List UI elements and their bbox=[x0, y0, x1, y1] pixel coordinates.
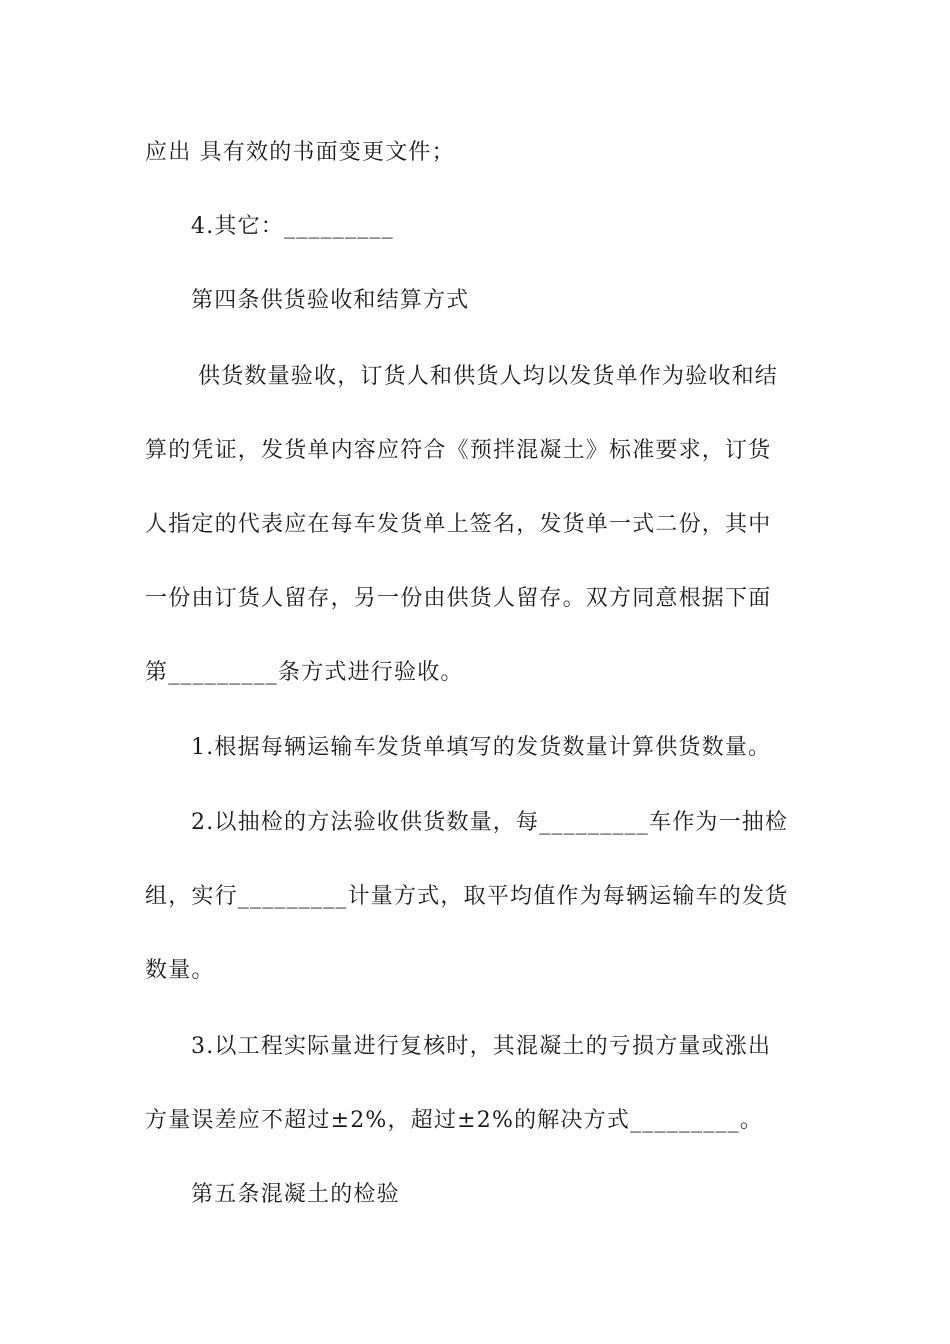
paragraph-line: 供货数量验收，订货人和供货人均以发货单作为验收和结 bbox=[198, 364, 779, 389]
paragraph-line: 方量误差应不超过±2%，超过±2%的解决方式_________。 bbox=[145, 1108, 764, 1133]
paragraph-line: 数量。 bbox=[145, 958, 215, 983]
paragraph-line: 组，实行_________计量方式，取平均值作为每辆运输车的发货 bbox=[145, 884, 789, 909]
paragraph-line: 算的凭证，发货单内容应符合《预拌混凝土》标准要求，订货 bbox=[145, 438, 772, 463]
paragraph-line: 一份由订货人留存，另一份由供货人留存。双方同意根据下面 bbox=[145, 586, 772, 611]
list-item-1: 1.根据每辆运输车发货单填写的发货数量计算供货数量。 bbox=[191, 735, 772, 760]
list-item-other: 4.其它：_________ bbox=[191, 214, 394, 239]
paragraph-line: 应出 具有效的书面变更文件； bbox=[145, 140, 455, 165]
paragraph-line: 第_________条方式进行验收。 bbox=[145, 660, 464, 685]
section-heading-article-4: 第四条供货验收和结算方式 bbox=[191, 288, 470, 313]
paragraph-line: 人指定的代表应在每车发货单上签名，发货单一式二份，其中 bbox=[145, 512, 772, 537]
list-item-2: 2.以抽检的方法验收供货数量，每_________车作为一抽检 bbox=[191, 810, 789, 835]
section-heading-article-5: 第五条混凝土的检验 bbox=[191, 1182, 400, 1207]
list-item-3: 3.以工程实际量进行复核时，其混凝土的亏损方量或涨出 bbox=[191, 1034, 772, 1059]
